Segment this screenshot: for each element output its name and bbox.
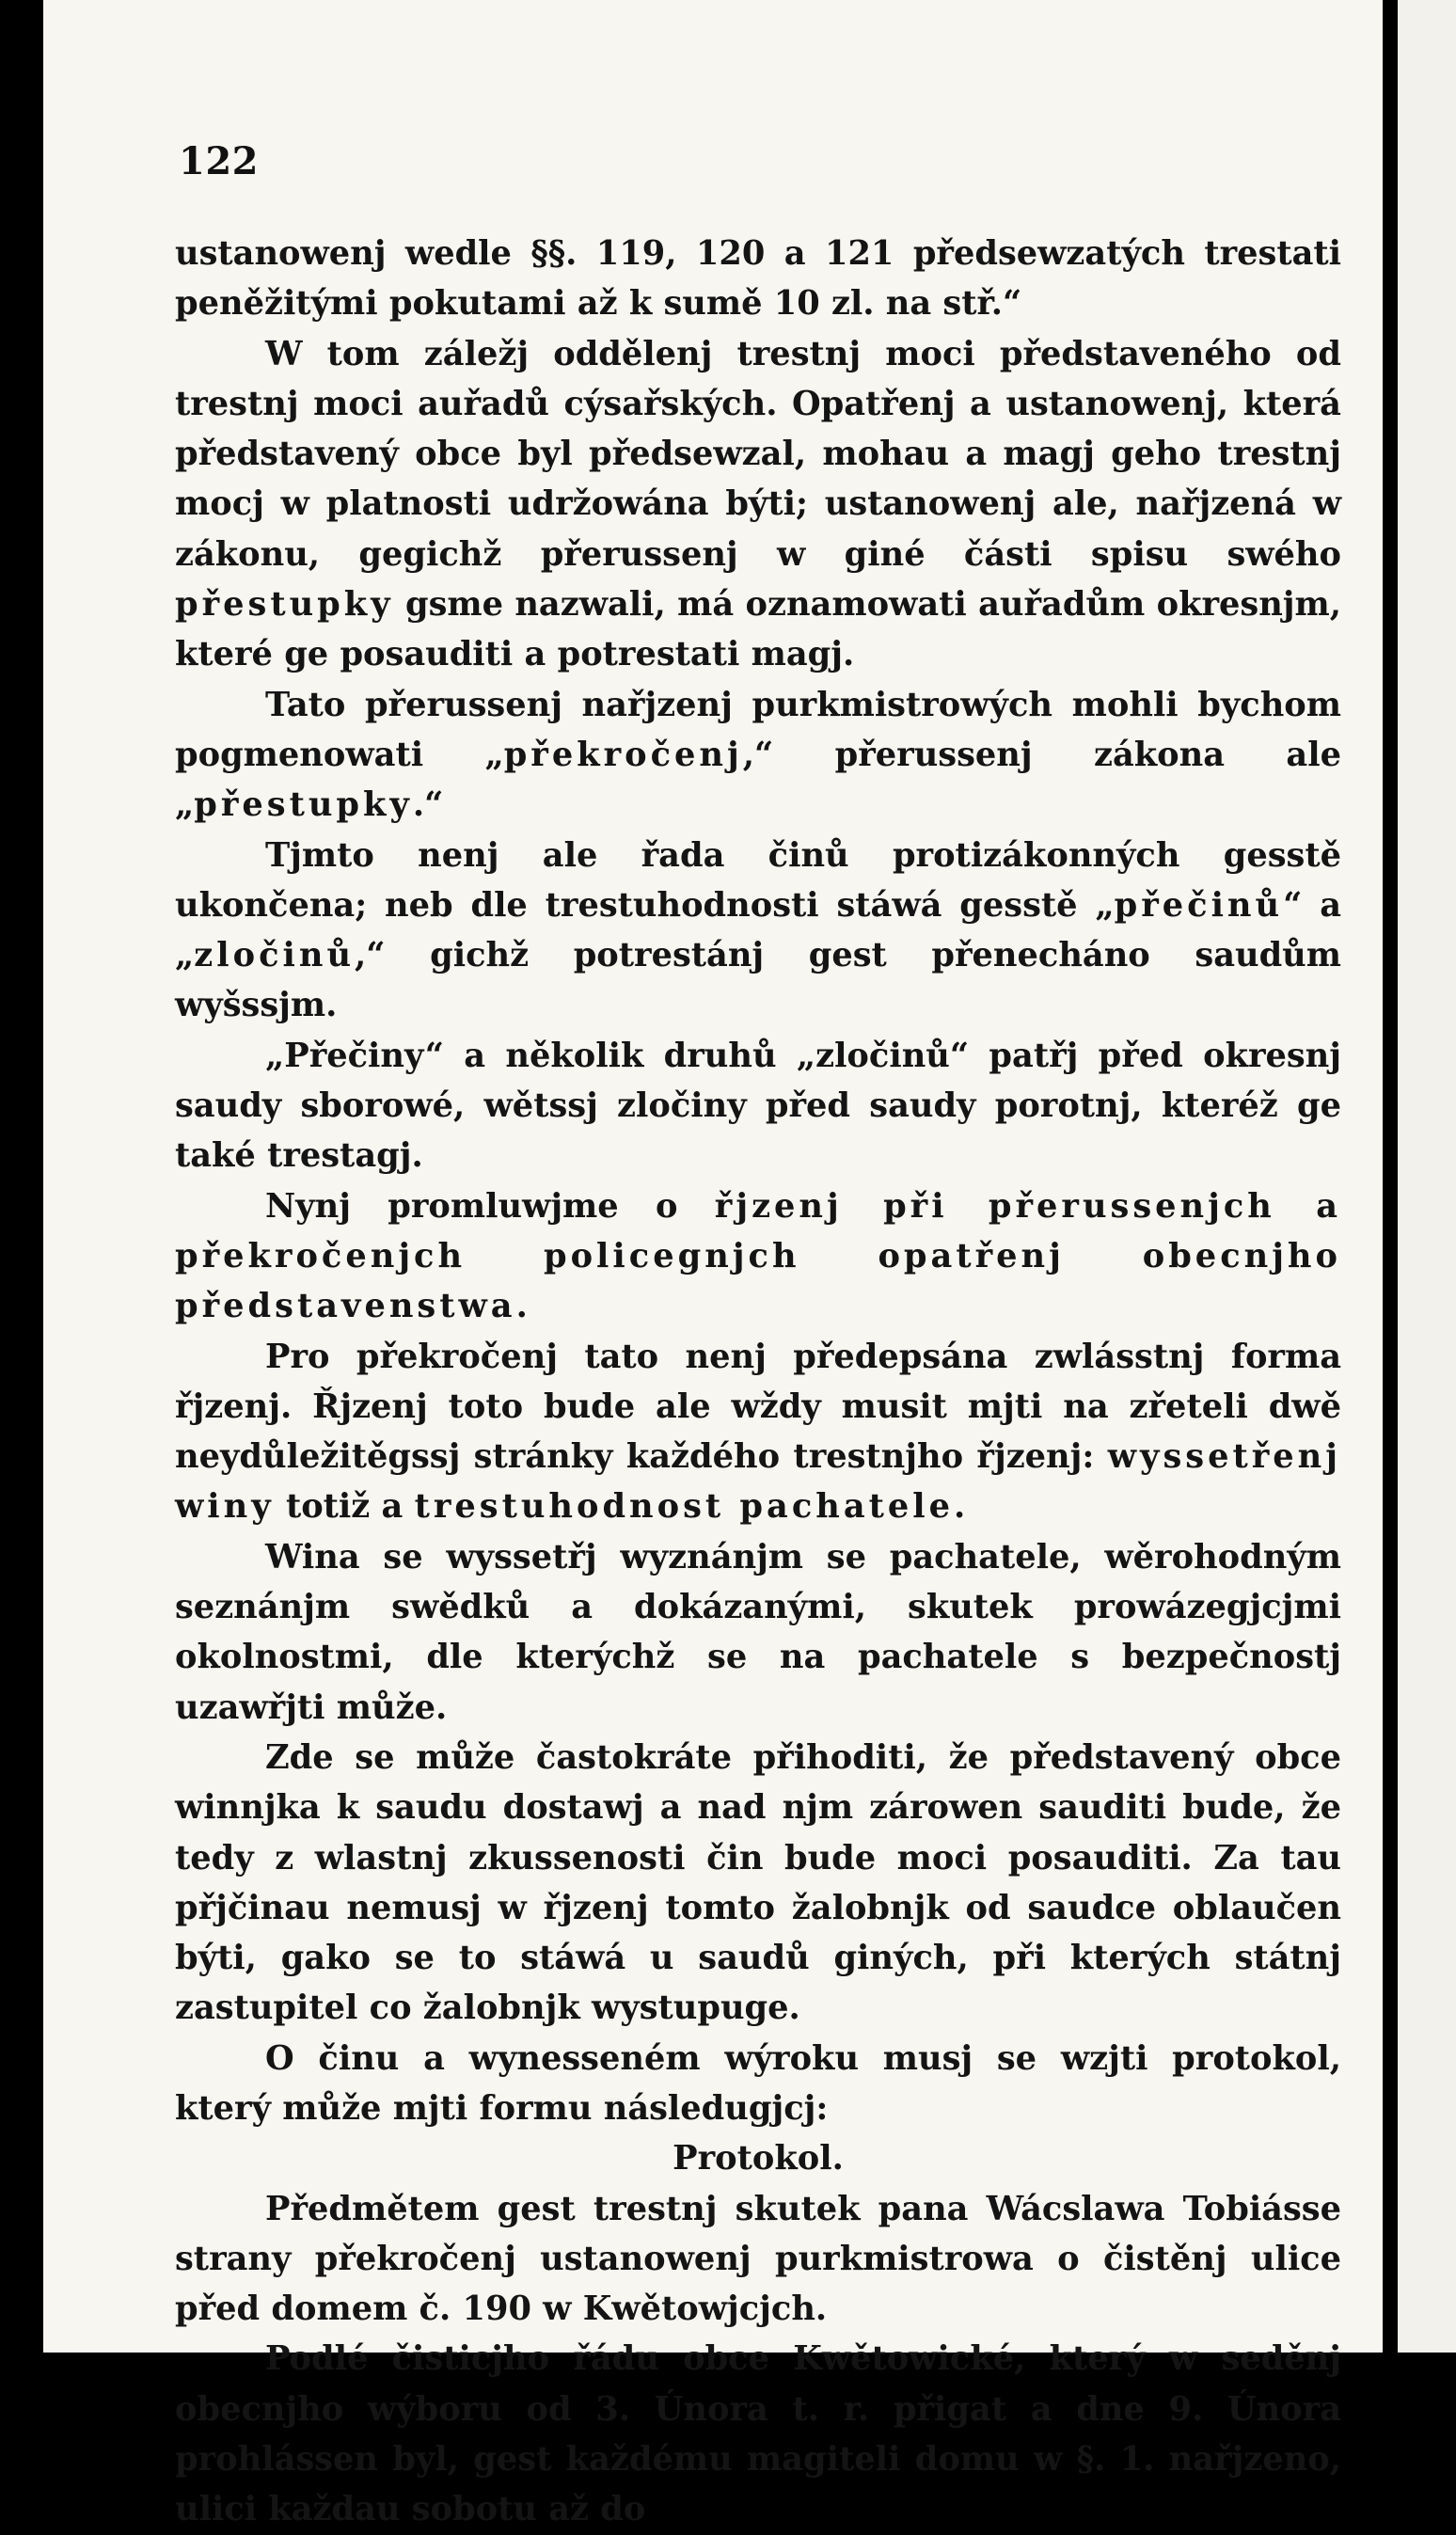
text-run: totiž a	[274, 1487, 415, 1527]
text-run: „Přečiny“ a několik druhů „zločinů“ patřj před okresnj saudy sborowé, wětssj zločiny před saudy porotnj, kteréž ge také trestagj.	[175, 1036, 1341, 1176]
text-run: ,“ gichž potrestánj gest přenecháno saudům wyšssjm.	[175, 936, 1341, 1025]
paragraph	[175, 1733, 1341, 2034]
emphasized-text: řjzenj při přerussenjch a překročenjch policegnjch opatřenj obecnjho představenstwa	[175, 1186, 1341, 1326]
text-run: .	[515, 1287, 528, 1326]
text-run: .	[954, 1487, 966, 1527]
emphasized-text: přestupky	[175, 585, 394, 625]
text-run: ustanowenj wedle §§. 119, 120 a 121 předsewzatých trestati peněžitými pokutami až k sumě 10 zl. na stř.“	[175, 234, 1341, 324]
section-heading	[175, 2133, 1341, 2183]
text-run: ,“ přerussenj zákona ale „	[175, 735, 1341, 825]
paragraph	[175, 1532, 1341, 1733]
text-run: W tom záležj oddělenj trestnj moci představeného od trestnj moci auřadů cýsařských. Opatřenj a ustanowenj, která představený obce byl předsewzal, mohau a magj geho trestnj mocj w platnosti udržowána býti; ustanowenj ale, nařjzená w zákonu, gegichž přerussenj w giné části spisu swého	[175, 334, 1341, 574]
adjacent-page-edge	[1398, 0, 1456, 2353]
text-run: Protokol.	[673, 2139, 844, 2179]
text-run: Nynj promluwjme o	[265, 1186, 715, 1226]
paragraph	[175, 229, 1341, 329]
paragraph	[175, 680, 1341, 831]
page-number: 122	[179, 139, 259, 183]
paragraph	[175, 1181, 1341, 1332]
emphasized-text: přečinů	[1114, 885, 1284, 925]
emphasized-text: wyssetřenj winy	[175, 1437, 1341, 1527]
text-run: O činu a wynesseném wýroku musj se wzjti protokol, který může mjti formu následugjcj:	[175, 2038, 1341, 2128]
paragraph	[175, 831, 1341, 1031]
paragraph	[175, 2034, 1341, 2134]
paragraph	[175, 2334, 1341, 2534]
emphasized-text: překročenj	[503, 735, 743, 774]
text-run: Předmětem gest trestnj skutek pana Wácslawa Tobiásse strany překročenj ustanowenj purkmistrowa o čistěnj ulice před domem č. 190 w Kwětowjcjch.	[175, 2189, 1341, 2329]
paragraph	[175, 1031, 1341, 1181]
body-text	[175, 229, 1341, 2535]
text-run: Pro překročenj tato nenj předepsána zwlásstnj forma řjzenj. Řjzenj toto bude ale wždy musit mjti na zřeteli dwě neydůležitěgssj stránky každého trestnjho řjzenj:	[175, 1337, 1341, 1477]
paragraph	[175, 2184, 1341, 2335]
emphasized-text: trestuhodnost pachatele	[414, 1487, 955, 1527]
text-run: Tato přerussenj nařjzenj purkmistrowých mohli bychom pogmenowati „	[175, 685, 1341, 774]
text-run: Zde se může častokráte přihoditi, že představený obce winnjka k saudu dostawj a nad njm zárowen sauditi bude, že tedy z wlastnj zkussenosti čin bude moci posauditi. Za tau přjčinau nemusj w řjzenj tomto žalobnjk od saudce oblaučen býti, gako se to stáwá u saudů giných, při kterých státnj zastupitel co žalobnjk wystupuge.	[175, 1737, 1341, 2028]
text-run: “ a „	[175, 885, 1341, 975]
paragraph	[175, 329, 1341, 680]
text-run: gsme nazwali, má oznamowati auřadům okresnjm, které ge posauditi a potrestati magj.	[175, 585, 1341, 674]
text-run: Podlé čisticjho řádu obce Kwětowické, který w seděnj obecnjho wýboru od 3. Února t. r. přigat a dne 9. Února prohlássen byl, gest každému magiteli domu w §. 1. nařjzeno, ulici každau sobotu až do	[175, 2339, 1341, 2529]
emphasized-text: přestupky	[194, 785, 413, 825]
paragraph	[175, 1332, 1341, 1532]
text-run: Tjmto nenj ale řada činů protizákonných gesstě ukončena; neb dle trestuhodnosti stáwá gesstě „	[175, 835, 1341, 925]
text-run: .“	[412, 785, 444, 825]
text-run: Wina se wyssetřj wyznánjm se pachatele, wěrohodným seznánjm swědků a dokázanými, skutek prowázegjcjmi okolnostmi, dle kterýchž se na pachatele s bezpečnostj uzawřjti může.	[175, 1537, 1341, 1727]
emphasized-text: zločinů	[194, 936, 356, 975]
